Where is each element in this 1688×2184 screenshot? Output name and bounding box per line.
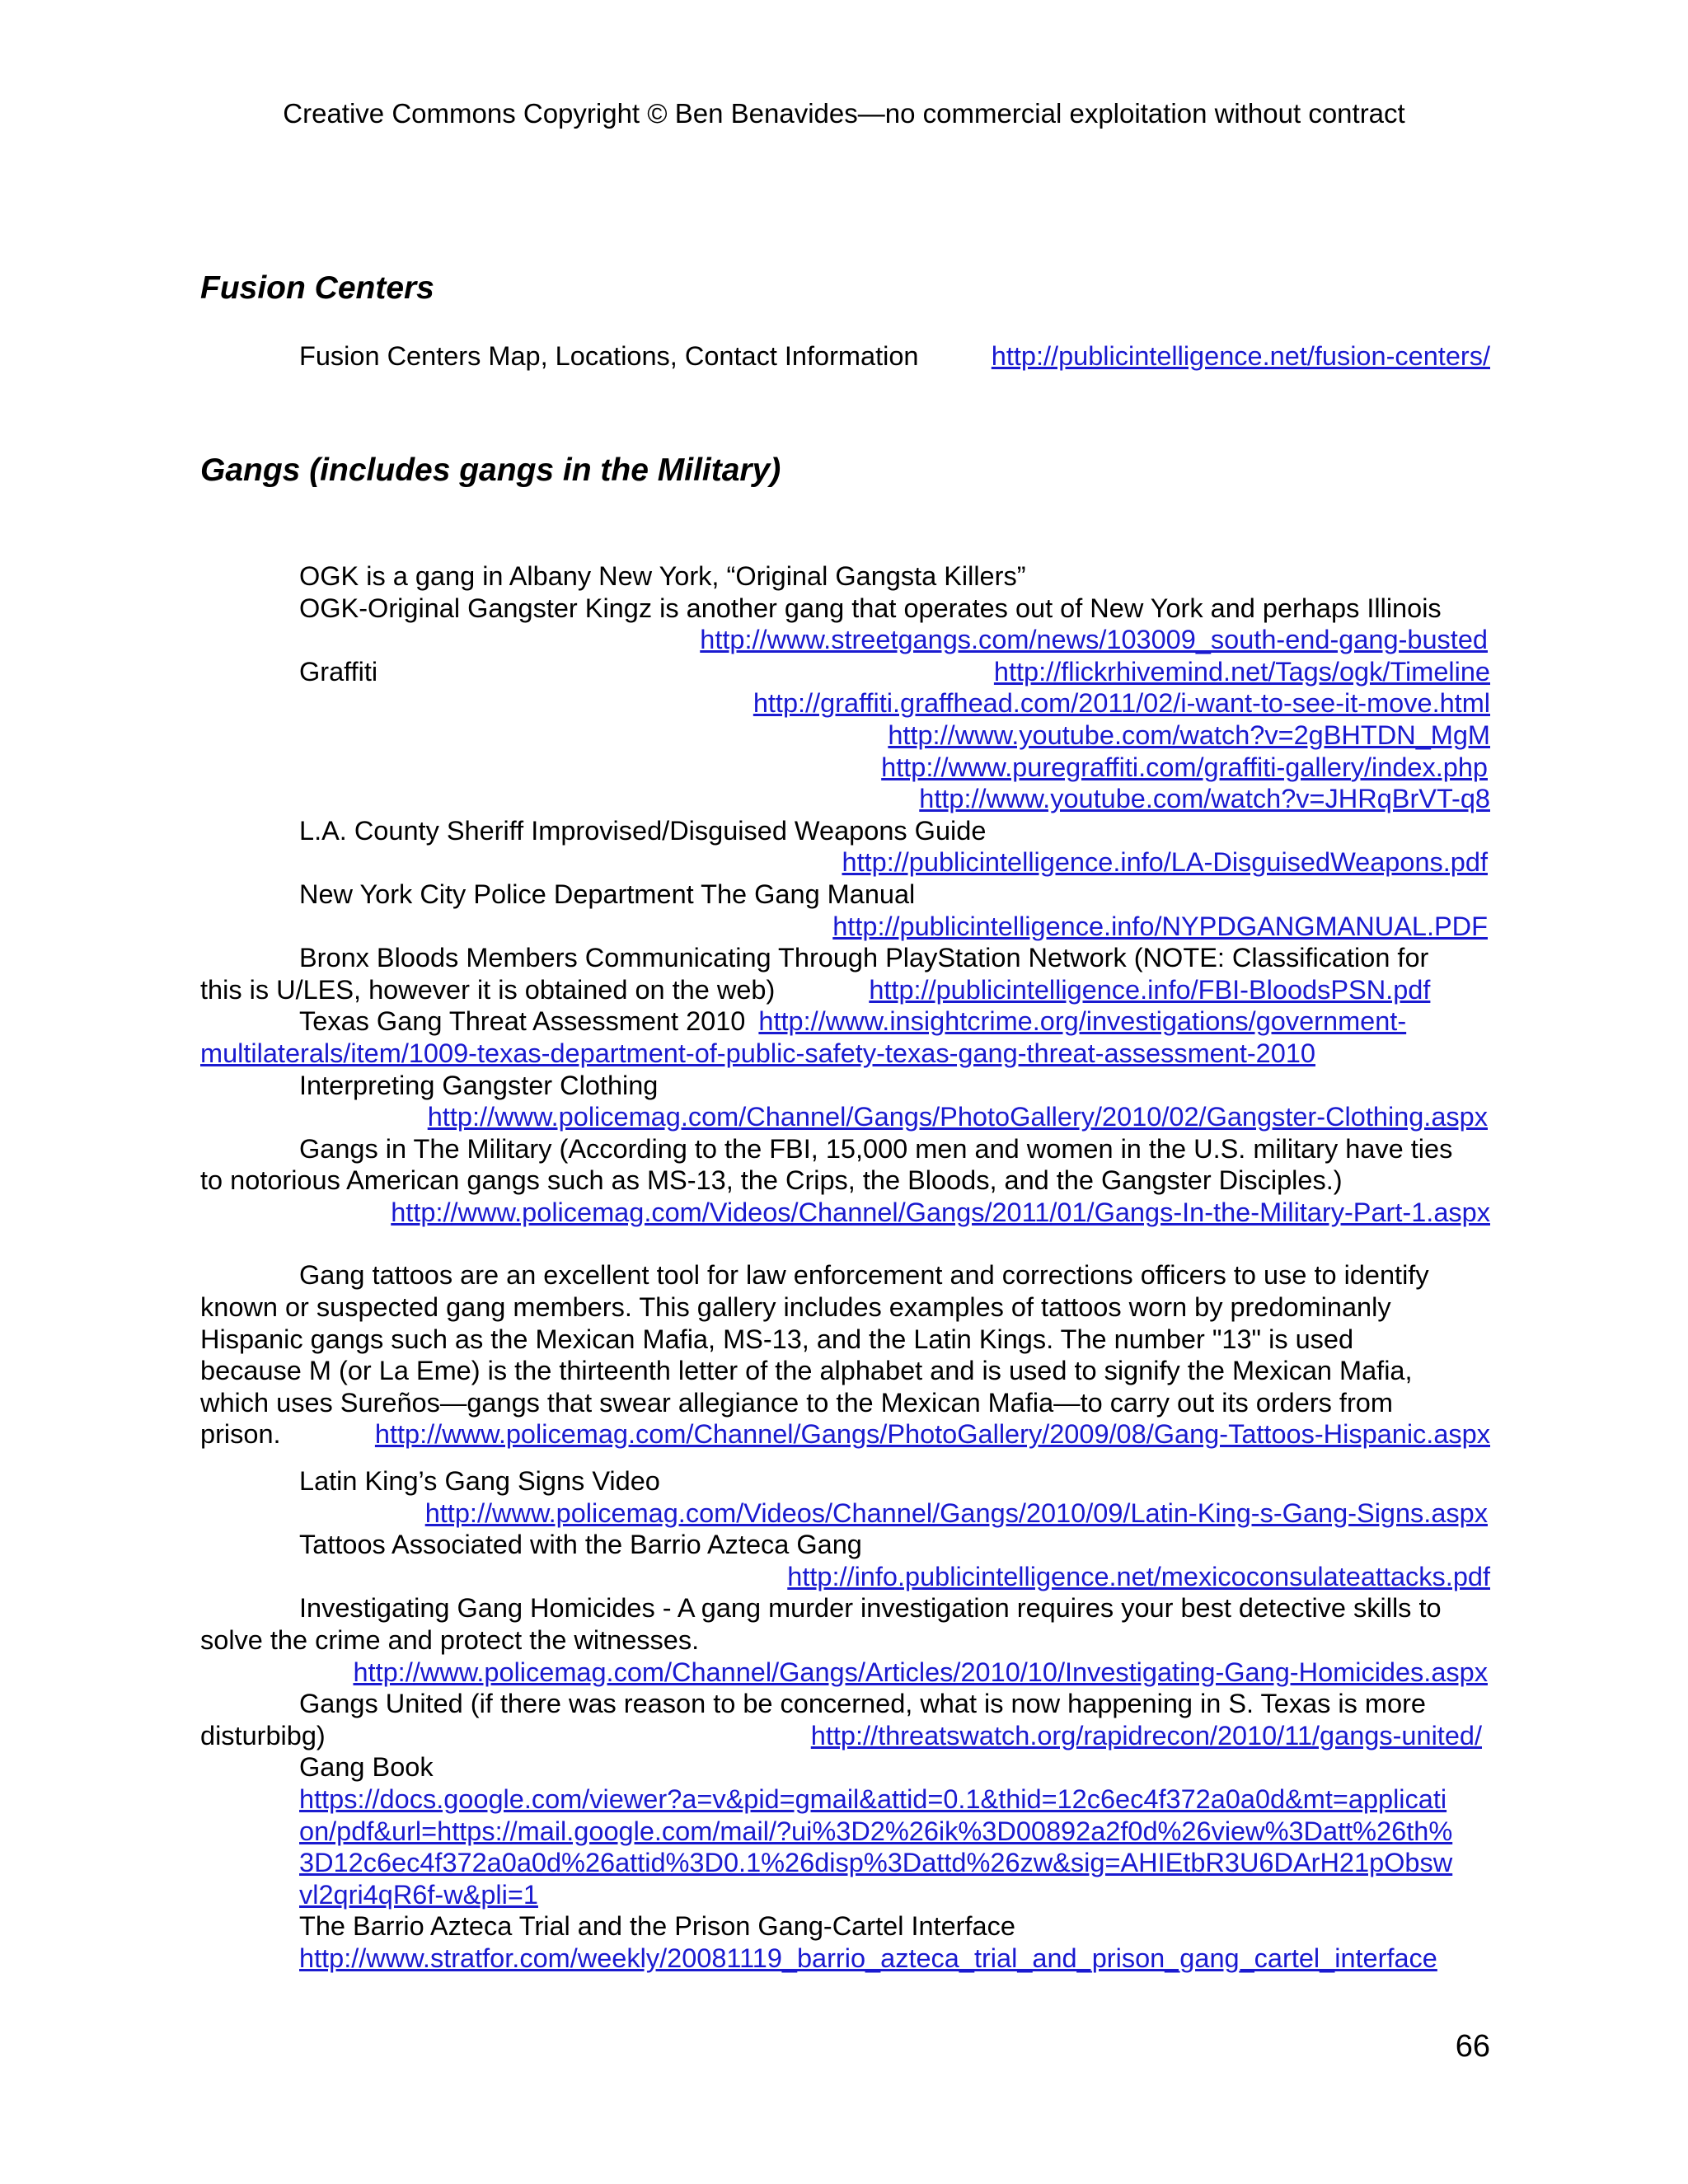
gang-book-title: Gang Book — [299, 1752, 434, 1783]
military-line-2: to notorious American gangs such as MS-13, the Crips, the Bloods, and the Gangster Disciples.) — [200, 1165, 1343, 1196]
azteca-trial-title: The Barrio Azteca Trial and the Prison Gang-Cartel Interface — [299, 1911, 1015, 1942]
gang-book-link-2[interactable]: on/pdf&url=https://mail.google.com/mail/?ui%3D2%26ik%3D00892a2f0d%26view%3Datt%26th% — [299, 1816, 1453, 1846]
nypd-link[interactable]: http://publicintelligence.info/NYPDGANGMANUAL.PDF — [832, 911, 1488, 941]
bronx-line-1: Bronx Bloods Members Communicating Through PlayStation Network (NOTE: Classification for — [299, 943, 1429, 973]
clothing-link[interactable]: http://www.policemag.com/Channel/Gangs/PhotoGallery/2010/02/Gangster-Clothing.aspx — [427, 1102, 1488, 1132]
spacer-small — [200, 1451, 1490, 1465]
fusion-centers-link[interactable]: http://publicintelligence.net/fusion-centers/ — [991, 341, 1490, 371]
bronx-line-2-row — [200, 974, 1490, 1006]
la-weapons-link[interactable]: http://publicintelligence.info/LA-DisguisedWeapons.pdf — [842, 847, 1488, 878]
heading-gangs: Gangs (includes gangs in the Military) — [200, 452, 781, 488]
ogk-line-1: OGK is a gang in Albany New York, “Original Gangsta Killers” — [299, 561, 1026, 591]
military-line-1: Gangs in The Military (According to the FBI, 15,000 men and women in the U.S. military have ties — [299, 1133, 1453, 1164]
texas-link-part-2[interactable]: multilaterals/item/1009-texas-department-of-public-safety-texas-gang-threat-assessment-2010 — [200, 1038, 1315, 1068]
graffhead-link[interactable]: http://graffiti.graffhead.com/2011/02/i-want-to-see-it-move.html — [753, 688, 1490, 719]
homicide-line-1: Investigating Gang Homicides - A gang murder investigation requires your best detective skills to — [299, 1593, 1442, 1624]
ogk-line-2: OGK-Original Gangster Kingz is another gang that operates out of New York and perhaps Illinois — [299, 593, 1442, 623]
barrio-azteca-link[interactable]: http://info.publicintelligence.net/mexicoconsulateattacks.pdf — [787, 1561, 1490, 1591]
tattoo-line-3: Hispanic gangs such as the Mexican Mafia, MS-13, and the Latin Kings. The number "13" is used — [200, 1324, 1354, 1354]
copyright-header: Creative Commons Copyright © Ben Benavides—no commercial exploitation without contract — [283, 98, 1405, 129]
homicide-line-2: solve the crime and protect the witnesses. — [200, 1625, 700, 1655]
streetgangs-link[interactable]: http://www.streetgangs.com/news/103009_south-end-gang-busted — [700, 625, 1488, 655]
bronx-line-2: this is U/LES, however it is obtained on the web) — [200, 974, 776, 1005]
clothing-title: Interpreting Gangster Clothing — [299, 1070, 659, 1100]
stratfor-link[interactable]: http://www.stratfor.com/weekly/20081119_barrio_azteca_trial_and_prison_gang_cartel_interface — [299, 1943, 1437, 1973]
latin-kings-title: Latin King’s Gang Signs Video — [299, 1466, 660, 1497]
latin-kings-link[interactable]: http://www.policemag.com/Videos/Channel/Gangs/2010/09/Latin-King-s-Gang-Signs.aspx — [424, 1497, 1488, 1528]
tattoo-line-1: Gang tattoos are an excellent tool for law enforcement and corrections officers to use to identify — [299, 1260, 1429, 1291]
nypd-title: New York City Police Department The Gang Manual — [299, 879, 916, 909]
homicide-link[interactable]: http://www.policemag.com/Channel/Gangs/Articles/2010/10/Investigating-Gang-Homicides.aspx — [353, 1657, 1488, 1687]
texas-link-part-1[interactable]: http://www.insightcrime.org/investigations/government- — [758, 1006, 1407, 1037]
united-line-2-row — [200, 1720, 1490, 1752]
tattoo-line-5: which uses Sureños—gangs that swear allegiance to the Mexican Mafia—to carry out its orders from — [200, 1387, 1393, 1418]
puregraffiti-link[interactable]: http://www.puregraffiti.com/graffiti-gallery/index.php — [881, 752, 1488, 782]
tattoo-line-2: known or suspected gang members. This gallery includes examples of tattoos worn by predominanly — [200, 1292, 1391, 1323]
barrio-azteca-title: Tattoos Associated with the Barrio Azteca Gang — [299, 1530, 862, 1560]
flickr-link[interactable]: http://flickrhivemind.net/Tags/ogk/Timeline — [993, 656, 1490, 687]
tattoo-line-4: because M (or La Eme) is the thirteenth letter of the alphabet and is used to signify the Mexican Mafia, — [200, 1356, 1413, 1386]
bronx-psn-link[interactable]: http://publicintelligence.info/FBI-BloodsPSN.pdf — [869, 974, 1431, 1005]
fusion-centers-row — [299, 340, 1490, 373]
tattoo-line-6: prison. — [200, 1419, 281, 1450]
gangs-united-link[interactable]: http://threatswatch.org/rapidrecon/2010/11/gangs-united/ — [810, 1720, 1482, 1750]
gang-book-link-1[interactable]: https://docs.google.com/viewer?a=v&pid=gmail&attid=0.1&thid=12c6ec4f372a0a0d&mt=applicati — [299, 1783, 1447, 1814]
texas-label: Texas Gang Threat Assessment 2010 — [299, 1006, 746, 1037]
youtube-link-1[interactable]: http://www.youtube.com/watch?v=2gBHTDN_MgM — [888, 719, 1490, 750]
military-link[interactable]: http://www.policemag.com/Videos/Channel/Gangs/2011/01/Gangs-In-the-Military-Part-1.aspx — [391, 1197, 1490, 1227]
united-line-1: Gangs United (if there was reason to be concerned, what is now happening in S. Texas is more — [299, 1689, 1426, 1719]
la-sheriff-title: L.A. County Sheriff Improvised/Disguised Weapons Guide — [299, 815, 987, 846]
heading-fusion-centers: Fusion Centers — [200, 270, 434, 306]
gang-book-link-4[interactable]: vl2qri4qR6f-w&pli=1 — [299, 1879, 538, 1910]
texas-row — [200, 1005, 1490, 1038]
tattoo-line-6-row — [200, 1418, 1490, 1451]
page-number: 66 — [1455, 2029, 1490, 2064]
tattoo-link[interactable]: http://www.policemag.com/Channel/Gangs/PhotoGallery/2009/08/Gang-Tattoos-Hispanic.aspx — [374, 1419, 1490, 1450]
graffiti-label: Graffiti — [299, 656, 378, 687]
youtube-link-2[interactable]: http://www.youtube.com/watch?v=JHRqBrVT-q8 — [919, 784, 1490, 814]
gang-book-link-3[interactable]: 3D12c6ec4f372a0a0d%26attid%3D0.1%26disp%3Dattd%26zw&sig=AHIEtbR3U6DArH21pObsw — [299, 1848, 1453, 1878]
spacer — [200, 1228, 1490, 1259]
gangs-content — [200, 560, 1490, 1975]
fusion-centers-label: Fusion Centers Map, Locations, Contact Information — [299, 341, 919, 371]
united-line-2: disturbibg) — [200, 1720, 326, 1750]
